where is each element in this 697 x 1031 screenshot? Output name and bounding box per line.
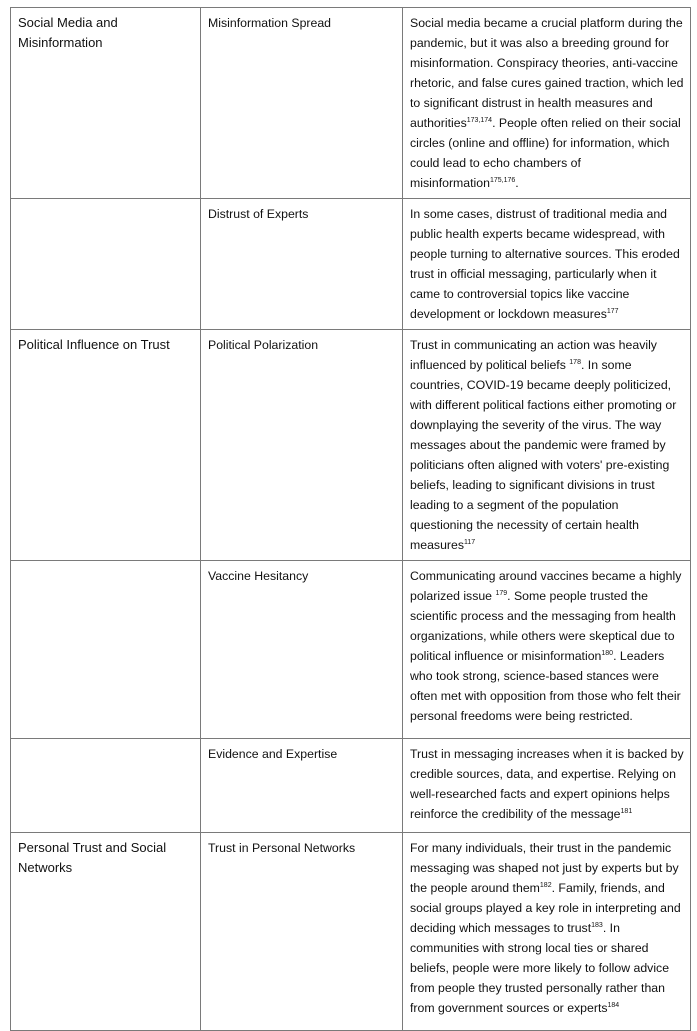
description-text: Social media became a crucial platform during the pandemic, but it was also a breeding ground for misinformation. Conspiracy theories, anti-vaccine rhetoric, and false cures gained traction, which led to significant distrust in health measures and authorities	[410, 16, 684, 130]
description-cell	[403, 833, 691, 1031]
theme-cell	[11, 8, 201, 199]
subtheme-cell: Misinformation Spread	[201, 8, 403, 199]
citation: 177	[606, 307, 619, 315]
citation: 182	[539, 881, 552, 889]
description-cell	[403, 739, 691, 833]
theme-cell	[11, 833, 201, 1031]
theme-cell: Political Influence on Trust	[11, 330, 201, 561]
table-row	[11, 330, 691, 561]
description-cell	[403, 330, 691, 561]
citation: 179	[495, 589, 508, 597]
citation: 183	[591, 921, 603, 929]
trust-themes-table	[10, 7, 691, 1031]
subtheme-cell: Political Polarization	[201, 330, 403, 561]
theme-cell	[11, 561, 201, 739]
citation: 178	[569, 358, 581, 366]
description-text: In some cases, distrust of traditional media and public health experts became widespread, with people turning to alternative sources. This eroded trust in official messaging, particularly when it came to controversial topics like vaccine development or lockdown measures	[410, 207, 680, 321]
subtheme-cell: Evidence and Expertise	[201, 739, 403, 833]
theme-line: Misinformation	[18, 35, 103, 50]
theme-line: Personal Trust and Social	[18, 840, 167, 855]
description-text: . Leaders who took strong, science-based stances were often met with opposition from those who felt their personal freedoms were being restricted.	[410, 649, 681, 723]
description-text: . In communities with strong local ties or shared beliefs, people were more likely to follow advice from people they trusted personally rather than from government sources or experts	[410, 921, 670, 1015]
citation: 175,176	[489, 176, 516, 184]
table-row	[11, 561, 691, 739]
description-cell	[403, 199, 691, 330]
theme-line: Social Media and	[18, 15, 118, 30]
description-text: Trust in communicating an action was heavily influenced by political beliefs	[410, 338, 657, 372]
description-cell	[403, 561, 691, 739]
citation: 181	[620, 807, 633, 815]
description-text: Trust in messaging increases when it is backed by credible sources, data, and expertise. Relying on well-researched facts and expert opinions helps reinforce the credibility of the message	[410, 747, 684, 821]
theme-cell	[11, 739, 201, 833]
table-row	[11, 8, 691, 199]
citation: 184	[607, 1001, 620, 1009]
citation: 173,174	[466, 116, 493, 124]
description-text: For many individuals, their trust in the pandemic messaging was shaped not just by experts but by the people around them	[410, 841, 679, 895]
description-cell	[403, 8, 691, 199]
citation: 117	[464, 538, 476, 546]
citation: 180	[601, 649, 614, 657]
subtheme-cell: Distrust of Experts	[201, 199, 403, 330]
theme-cell	[11, 199, 201, 330]
description-text: .	[515, 176, 519, 190]
description-text: . People often relied on their social circles (online and offline) for information, which could lead to echo chambers of misinformation	[410, 116, 681, 190]
description-text: . Family, friends, and social groups played a key role in interpreting and deciding which messages to trust	[410, 881, 681, 935]
subtheme-cell: Trust in Personal Networks	[201, 833, 403, 1031]
subtheme-cell: Vaccine Hesitancy	[201, 561, 403, 739]
theme-line: Networks	[18, 860, 73, 875]
description-text: . In some countries, COVID-19 became deeply politicized, with different political factions either promoting or downplaying the severity of the virus. The way messages about the pandemic were framed by politicians often aligned with voters' pre-existing beliefs, leading to significant divisions in trust leading to a segment of the population questioning the necessity of certain health measures	[410, 358, 677, 552]
description-text: Communicating around vaccines became a highly polarized issue	[410, 569, 682, 603]
description-text: . Some people trusted the scientific process and the messaging from health organizations, while others were skeptical due to political influence or misinformation	[410, 589, 676, 663]
table-row	[11, 833, 691, 1031]
table-row	[11, 199, 691, 330]
table-row	[11, 739, 691, 833]
